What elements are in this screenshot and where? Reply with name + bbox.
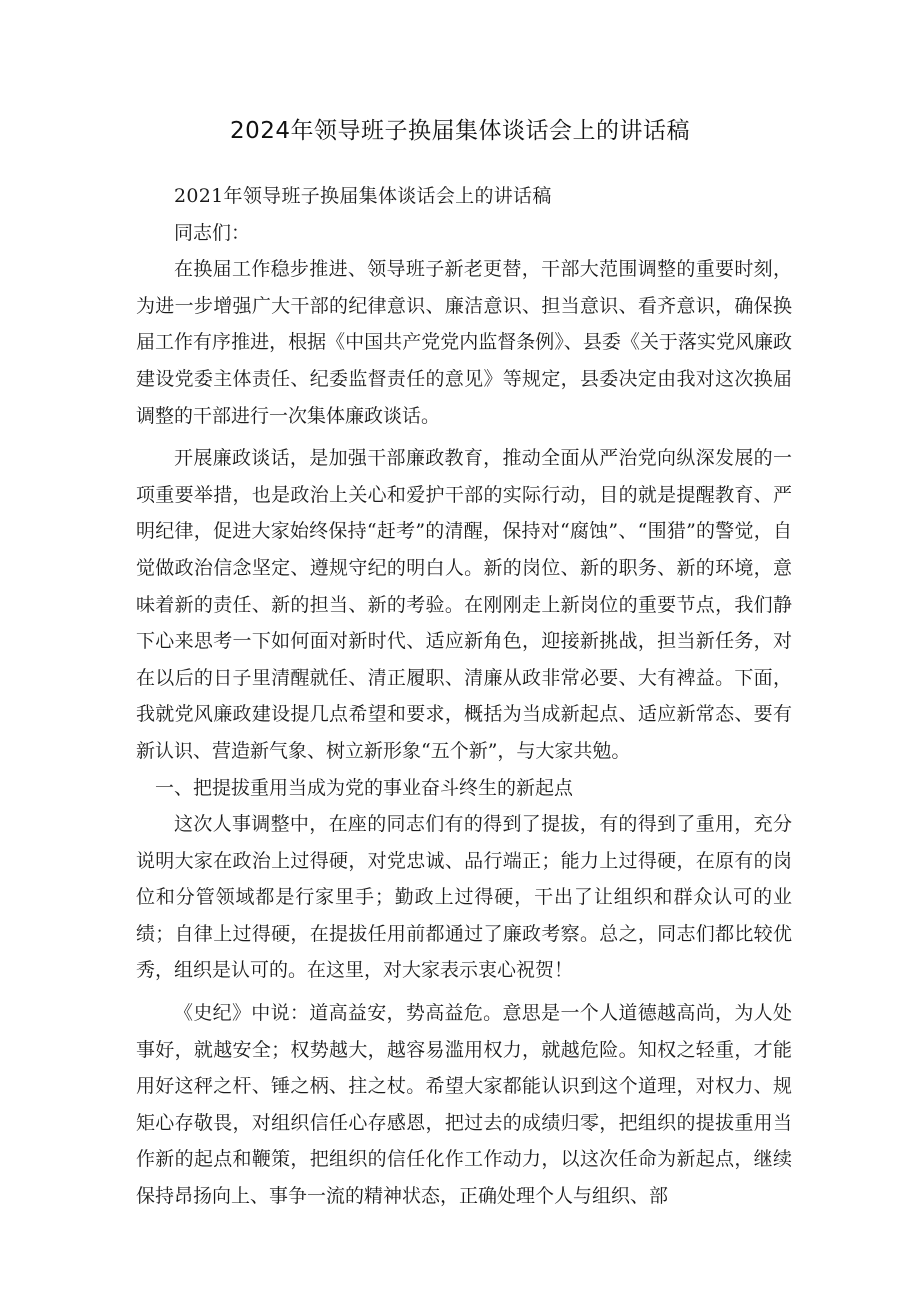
section-heading: 一、把提拔重用当成为党的事业奋斗终生的新起点 — [155, 776, 574, 799]
document-title: 2024年领导班子换届集体谈话会上的讲话稿 — [229, 118, 691, 144]
paragraph: 《史纪》中说：道高益安，势高益危。意思是一个人道德越高尚，为人处事好，就越安全；权势越大，越容易滥用权力，就越危险。知权之轻重，才能用好这秤之杆、锤之柄、拄之杖。希望大家都能认识到这个道理，对权力、规矩心存敬畏，对组织信任心存感恩，把过去的成绩归零，把组织的提拔重用当作新的起点和鞭策，把组织的信任化作工作动力，以这次任命为新起点，继续保持昂扬向上、事争一流的精神状态，正确处理个人与组织、部 — [136, 1002, 792, 1208]
document-subtitle: 2021年领导班子换届集体谈话会上的讲话稿 — [174, 185, 552, 207]
paragraph: 这次人事调整中，在座的同志们有的得到了提拔，有的得到了重用，充分说明大家在政治上过得硬，对党忠诚、品行端正；能力上过得硬，在原有的岗位和分管领域都是行家里手；勤政上过得硬，干出了让组织和群众认可的业绩；自律上过得硬，在提拔任用前都通过了廉政考察。总之，同志们都比较优秀，组织是认可的。在这里，对大家表示衷心祝贺！ — [136, 813, 792, 982]
paragraph: 在换届工作稳步推进、领导班子新老更替，干部大范围调整的重要时刻，为进一步增强广大干部的纪律意识、廉洁意识、担当意识、看齐意识，确保换届工作有序推进，根据《中国共产党党内监督条例》、县委《关于落实党风廉政建设党委主体责任、纪委监督责任的意见》等规定，县委决定由我对这次换届调整的干部进行一次集体廉政谈话。 — [136, 258, 792, 427]
paragraph: 开展廉政谈话，是加强干部廉政教育，推动全面从严治党向纵深发展的一项重要举措，也是政治上关心和爱护干部的实际行动，目的就是提醒教育、严明纪律，促进大家始终保持“赶考”的清醒，保持对“腐蚀”、“围猎”的警觉，自觉做政治信念坚定、遵规守纪的明白人。新的岗位、新的职务、新的环境，意味着新的责任、新的担当、新的考验。在刚刚走上新岗位的重要节点，我们静下心来思考一下如何面对新时代、适应新角色，迎接新挑战，担当新任务，对在以后的日子里清醒就任、清正履职、清廉从政非常必要、大有裨益。下面，我就党风廉政建设提几点希望和要求，概括为当成新起点、适应新常态、要有新认识、营造新气象、树立新形象“五个新”，与大家共勉。 — [136, 447, 792, 762]
salutation: 同志们： — [174, 221, 251, 244]
document-body — [136, 178, 792, 1215]
